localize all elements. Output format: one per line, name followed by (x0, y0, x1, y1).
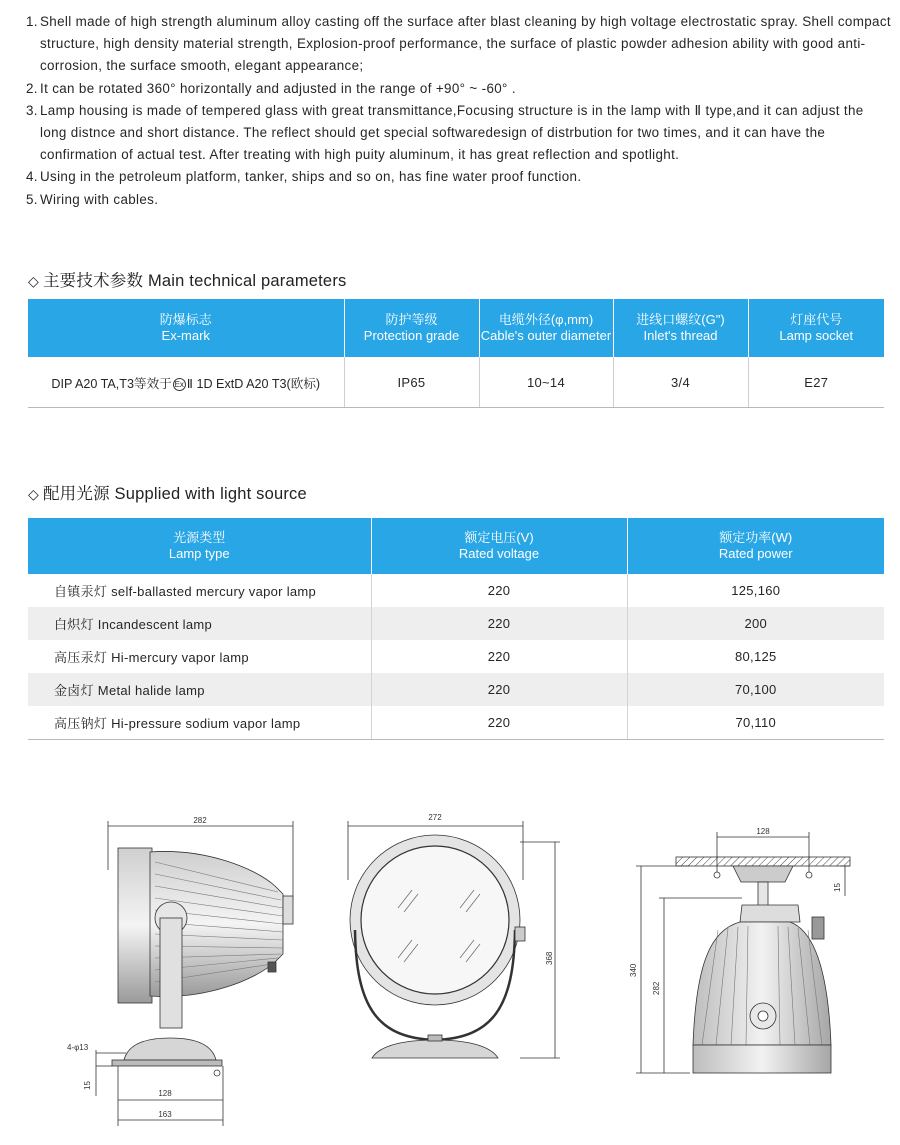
diamond-icon: ◇ (28, 486, 39, 502)
dim-side-hole-span: 128 (158, 1089, 172, 1098)
front-view-drawing (348, 813, 560, 1058)
params-table (28, 299, 884, 408)
cell-voltage: 220 (371, 574, 627, 607)
dim-side-width: 282 (193, 816, 207, 825)
dim-side-holes: 4-φ13 (67, 1043, 89, 1052)
header-rated-power: 额定功率(W) Rated power (627, 518, 884, 574)
cell-lamp-type: 白炽灯 Incandescent lamp (28, 607, 371, 640)
cell-power: 200 (627, 607, 884, 640)
ceiling-view-drawing (629, 827, 850, 1073)
cell-voltage: 220 (371, 607, 627, 640)
dim-ceiling-mount: 128 (756, 827, 770, 836)
cell-voltage: 220 (371, 706, 627, 740)
feature-list (26, 11, 892, 211)
cell-voltage: 220 (371, 673, 627, 706)
cell-power: 125,160 (627, 574, 884, 607)
cell-socket: E27 (748, 357, 884, 408)
header-ex-mark: 防爆标志 Ex-mark (28, 299, 344, 357)
cell-lamp-type: 金卤灯 Metal halide lamp (28, 673, 371, 706)
table-header-row (28, 518, 884, 574)
table-row (28, 574, 884, 607)
params-section-title: ◇ 主要技术参数 Main technical parameters (28, 272, 347, 290)
dimension-drawings (0, 790, 900, 1140)
header-protection-grade: 防护等级 Protection grade (344, 299, 479, 357)
cell-lamp-type: 高压钠灯 Hi-pressure sodium vapor lamp (28, 706, 371, 740)
cell-cable: 10~14 (479, 357, 613, 408)
feature-item: 1. Shell made of high strength aluminum alloy casting off the surface after blast cleaning by high voltage electrostatic spray. Shell compact structure, high density material strength, Explosion-proof performance, the surface of plastic powder adhesion ability with good anti-corrosion, the surface smooth, elegant appearance; (26, 14, 891, 74)
table-row (28, 706, 884, 740)
dim-ceiling-total-height: 340 (629, 963, 638, 977)
side-view-drawing (67, 816, 293, 1126)
table-header-row (28, 299, 884, 357)
header-lamp-socket: 灯座代号 Lamp socket (748, 299, 884, 357)
cell-voltage: 220 (371, 640, 627, 673)
table-row (28, 673, 884, 706)
dim-ceiling-plate: 15 (833, 883, 842, 892)
dim-front-width: 272 (428, 813, 442, 822)
table-row (28, 357, 884, 408)
cell-ex-mark: DIP A20 TA,T3等效于 Ex Ⅱ 1D ExtD A20 T3(欧标) (28, 357, 344, 408)
light-section-title: ◇ 配用光源 Supplied with light source (28, 485, 307, 503)
table-row (28, 640, 884, 673)
header-lamp-type: 光源类型 Lamp type (28, 518, 371, 574)
feature-item: 3. Lamp housing is made of tempered glass with great transmittance,Focusing structure is in the lamp with Ⅱ type,and it can adjust the long distnce and short distance. The reflect should get special softwaredesign of distrbution for two times, and it can have the confirmation of actual test. After treating with high puity aluminum, it has great reflection and spotlight. (26, 102, 864, 163)
header-inlet-thread: 进线口螺纹(G") Inlet's thread (613, 299, 748, 357)
dim-side-base-height: 15 (83, 1081, 92, 1090)
feature-item: 4. Using in the petroleum platform, tanker, ships and so on, has fine water proof function. (26, 169, 582, 185)
dim-ceiling-body-height: 282 (652, 981, 661, 995)
feature-item: 5. Wiring with cables. (26, 191, 159, 207)
table-row (28, 607, 884, 640)
cell-power: 80,125 (627, 640, 884, 673)
ex-mark-icon: Ex (174, 379, 184, 389)
cell-power: 70,100 (627, 673, 884, 706)
feature-item: 2. It can be rotated 360° horizontally and adjusted in the range of +90° ~ -60° . (26, 80, 516, 96)
diamond-icon: ◇ (28, 273, 39, 289)
cell-lamp-type: 自镇汞灯 self-ballasted mercury vapor lamp (54, 584, 317, 599)
dim-side-base-width: 163 (158, 1110, 172, 1119)
cell-lamp-type: 高压汞灯 Hi-mercury vapor lamp (54, 650, 249, 665)
dim-front-height: 368 (545, 951, 554, 965)
cell-power: 70,110 (627, 706, 884, 740)
header-rated-voltage: 额定电压(V) Rated voltage (371, 518, 627, 574)
light-source-table (28, 518, 884, 740)
header-cable-diameter: 电缆外径(φ,mm) Cable's outer diameter (479, 299, 613, 357)
cell-protection: IP65 (344, 357, 479, 408)
cell-thread: 3/4 (613, 357, 748, 408)
